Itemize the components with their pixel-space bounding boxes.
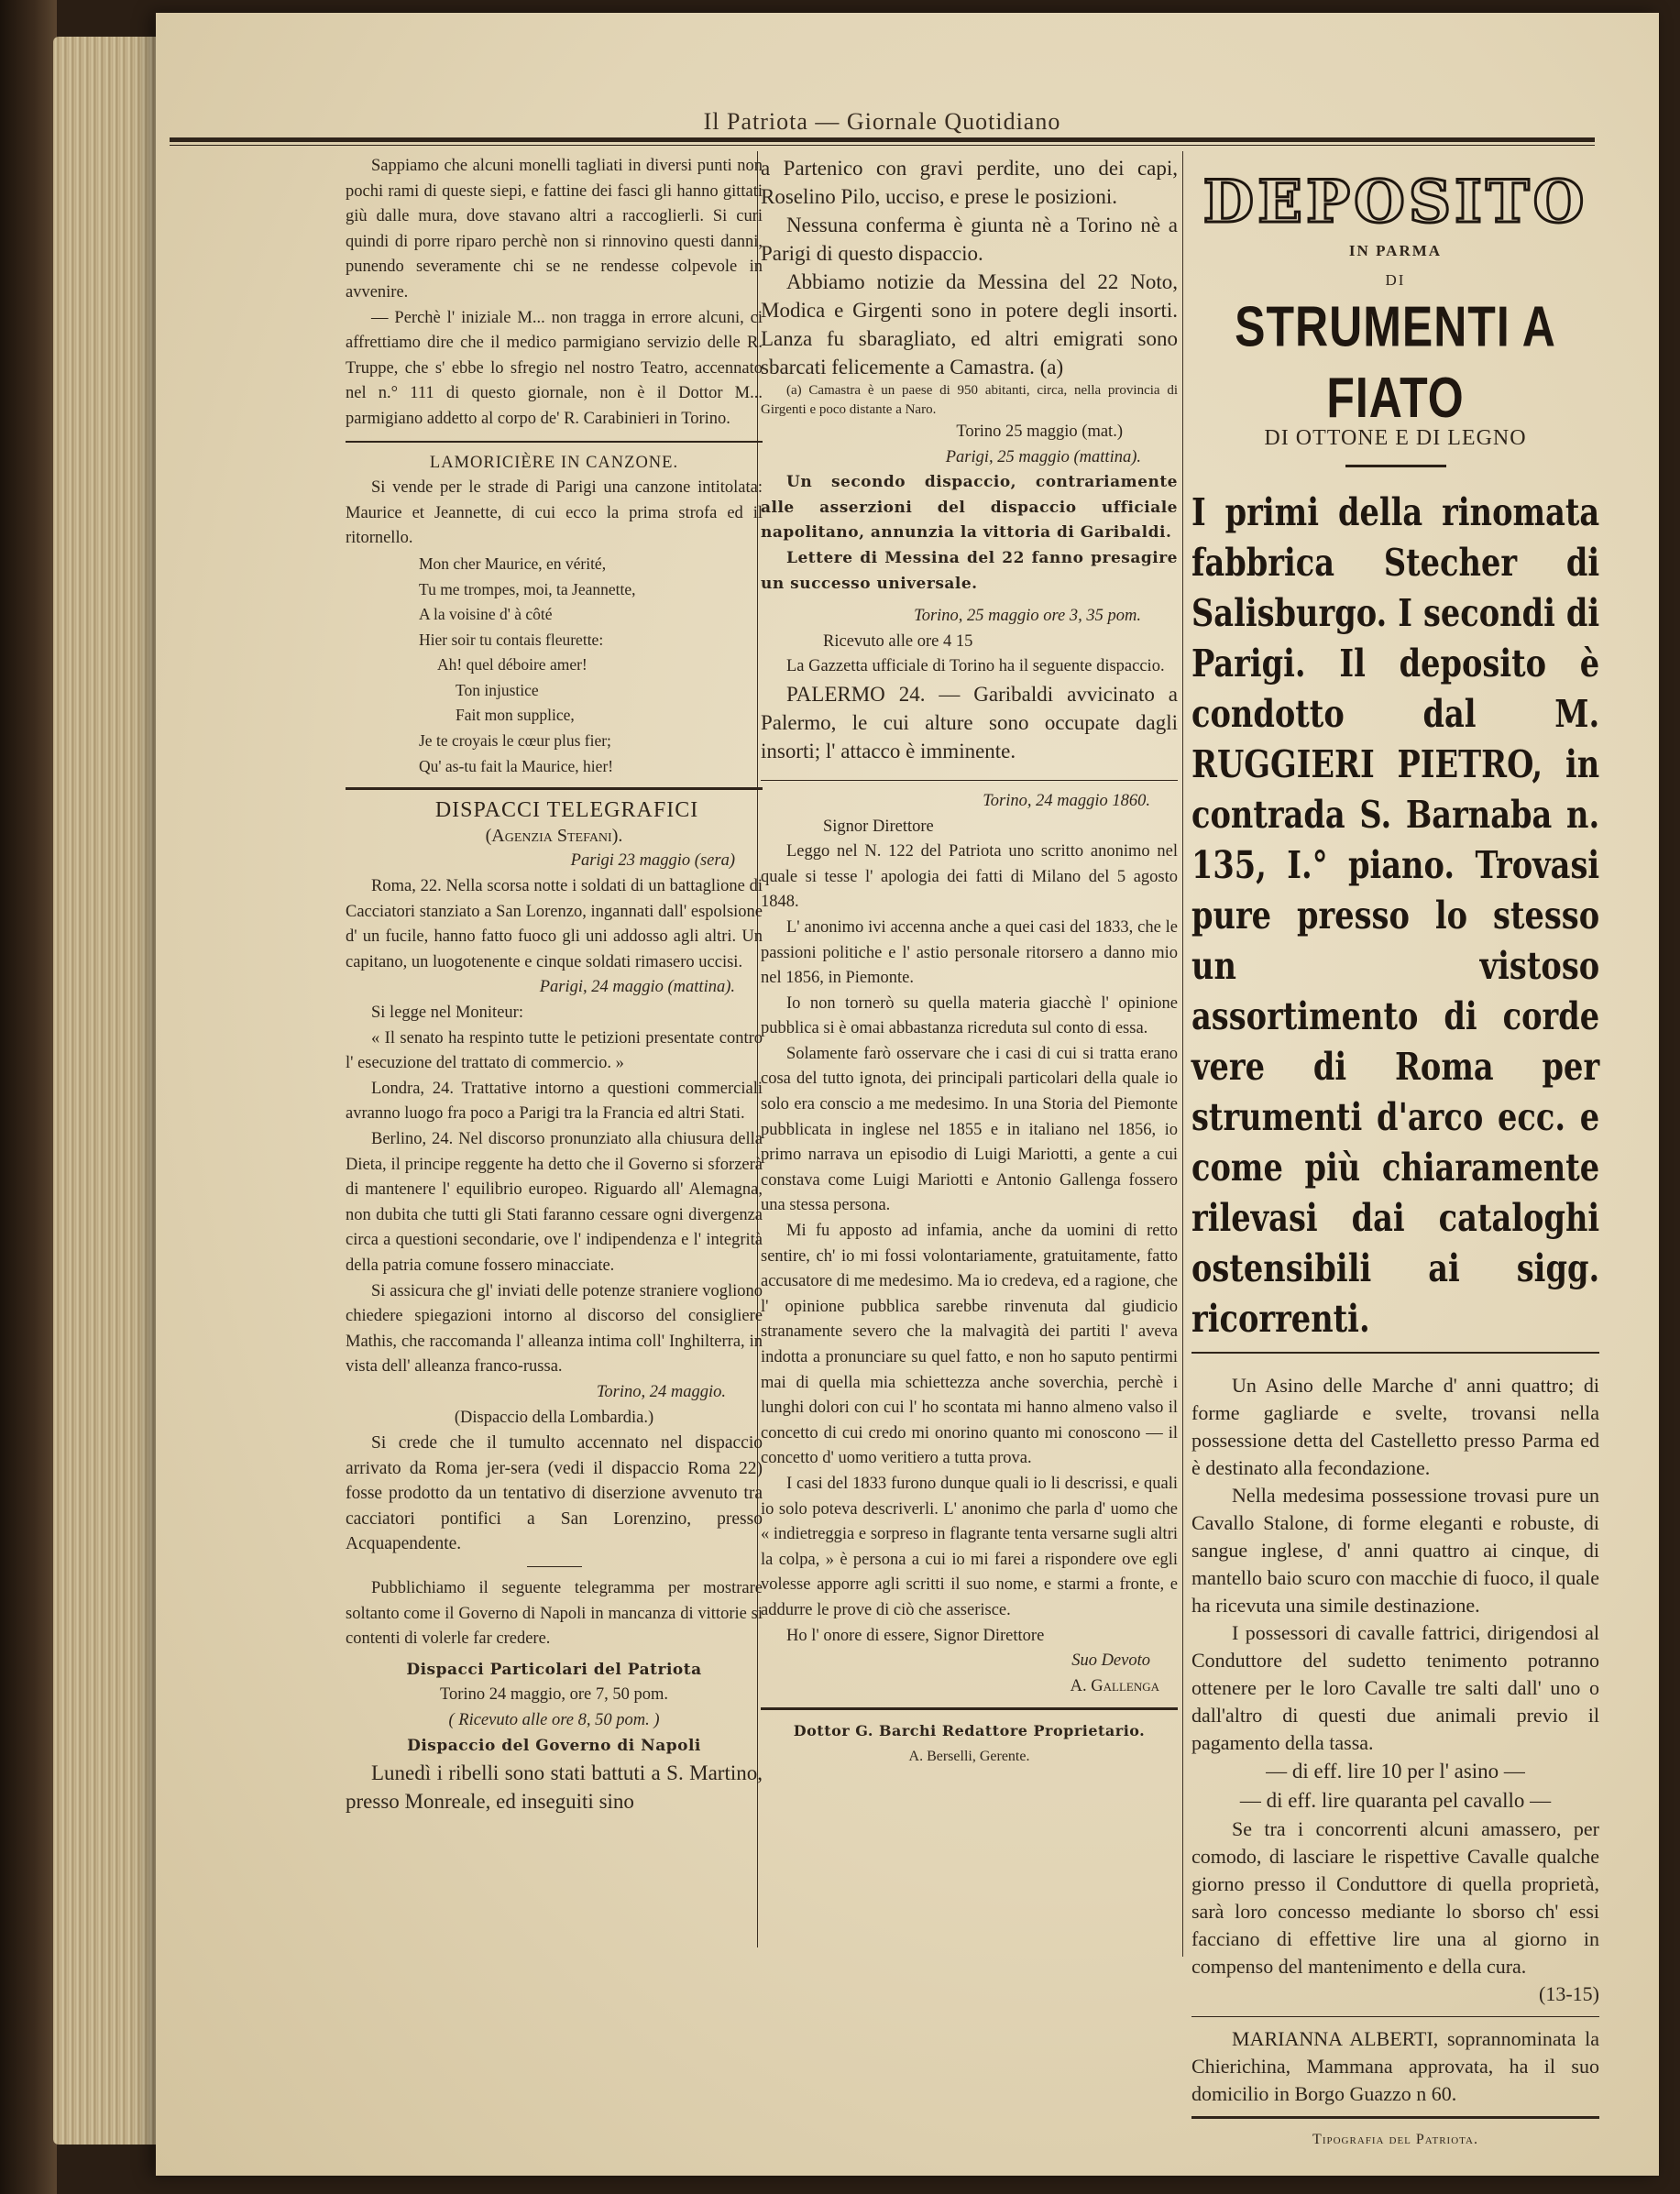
ad-di: DI bbox=[1385, 270, 1406, 289]
paragraph: I casi del 1833 furono dunque quali io li descrissi, e quali io solo poteva descriverli. L' anonimo che parla d' uomo che « indietreggia e sorpreso in flagrante tenta versarne sugli altri la colpa, » è persona a cui io mi farei a rispondere ove egli volesse apporre agli scritti il suo nome, e starmi a fronte, e addurre le prove di ciò che asserisce. bbox=[761, 1474, 1178, 1619]
dateline: Torino, 25 maggio ore 3, 35 pom. bbox=[914, 607, 1141, 626]
poem-line: Mon cher Maurice, en vérité, bbox=[419, 554, 607, 573]
paragraph: L' anonimo ivi accenna anche a quei casi del 1833, che le passioni politiche e l' astio personale ritorsero a danno mio nel 1856, in Piemonte. bbox=[761, 917, 1178, 988]
livestock-ad bbox=[1191, 1372, 1599, 2008]
ad-headline: DEPOSITO bbox=[1202, 168, 1588, 236]
paragraph: La Gazzetta ufficiale di Torino ha il seguente dispaccio. bbox=[786, 657, 1165, 676]
paragraph: Mi fu apposto ad infamia, anche da uomini di retto sentire, ch' io mi fossi volontariamente, gratuitamente, fatto accusatore di me medesimo. Ma io credeva, ed a ragione, che l' opinione pubblica sarebbe rinvenuta dal giudicio stranamente severo che la malvagità dei partiti l' aveva indotta a pronunciare su quel fatto, e non ho saputo pentirmi mai di quella mia schiettezza anche soverchia, perchè i lunghi dolori con cui l' ho scontata mi hanno almeno valso il concetto di cui credo mi onorino quanto mi conoscono — il concetto d' uomo veritiero a tutta prova. bbox=[761, 1222, 1178, 1468]
imprint-editor: Dottor G. Barchi Redattore Proprietario. bbox=[793, 1722, 1146, 1740]
subheading: Dispacci Particolari del Patriota bbox=[406, 1660, 702, 1679]
paragraph: Leggo nel N. 122 del Patriota uno scritto anonimo nel quale si tesse l' apologia dei fatti di Milano del 5 agosto 1848. bbox=[761, 842, 1178, 912]
column-3-advertisements bbox=[1191, 154, 1599, 2152]
header-rule bbox=[170, 137, 1595, 146]
separator bbox=[527, 1566, 582, 1567]
price-line: — di eff. lire 10 per l' asino — bbox=[1266, 1759, 1525, 1783]
received-note: Ricevuto alle ore 4 15 bbox=[823, 631, 973, 651]
section-rule bbox=[346, 787, 763, 790]
dateline: Parigi, 25 maggio (mattina). bbox=[945, 447, 1141, 466]
paragraph: Se tra i concorrenti alcuni amassero, per comodo, di lasciare le rispettive Cavalle qualche giorno presso il Conduttore di quella proprietà, sarà loro concesso mediante lo sborso ch' essi facciano di effettive lire una al giorno in compenso del mantenimento e della cura. bbox=[1191, 1816, 1599, 1978]
paragraph: Si crede che il tumulto accennato nel dispaccio arrivato da Roma jer-sera (vedi il dispaccio Roma 22) fosse prodotto da un tentativo di diserzione avvenuto tra cacciatori pontifici a San Lorenzino, presso Acquapendente. bbox=[346, 1433, 763, 1554]
paragraph: Sappiamo che alcuni monelli tagliati in diversi punti non pochi rami di queste siepi, e fattine dei fasci gli hanno gittati giù dalle mura, dove stavano altri a raccoglierli. Si curi quindi di porre riparo perchè non si rinnovino questi danni, punendo severamente chi se ne rendesse colpevole in avvenire. bbox=[346, 157, 763, 302]
paragraph: « Il senato ha respinto tutte le petizioni presentate contro l' esecuzione del trattato di commercio. » bbox=[346, 1028, 763, 1073]
section-title: DISPACCI TELEGRAFICI bbox=[434, 798, 699, 823]
agency-credit: (Agenzia Stefani). bbox=[485, 825, 623, 846]
paragraph: I possessori di cavalle fattrici, dirigendosi al Conduttore del sudetto tenimento potranno ottenere per le loro Cavalle tre salti dall' uno o dall'altro di questi due animali previo il pagamento della tassa. bbox=[1191, 1620, 1599, 1754]
price-line: — di eff. lire quaranta pel cavallo — bbox=[1239, 1788, 1552, 1812]
column-1 bbox=[346, 154, 763, 1816]
paragraph: MARIANNA ALBERTI, soprannominata la Chierichina, Mammana approvata, ha il suo domicilio in Borgo Guazzo n 60. bbox=[1191, 2026, 1599, 2105]
paragraph: Pubblichiamo il seguente telegramma per mostrare soltanto come il Governo di Napoli in mancanza di vittorie si contenti di volerle far credere. bbox=[346, 1579, 763, 1649]
paragraph: Si assicura che gl' inviati delle potenze straniere vogliono chiedere spiegazioni intorno al discorso del consigliere Mathis, che raccomanda l' alleanza intima coll' Inghilterra, in vista dell' alleanza franco-russa. bbox=[346, 1281, 763, 1377]
ad-title: STRUMENTI A FIATO bbox=[1235, 294, 1556, 430]
poem-line: Ah! quel déboire amer! bbox=[437, 655, 587, 675]
paragraph: Ho l' onore di essere, Signor Direttore bbox=[786, 1626, 1045, 1645]
paragraph: Si legge nel Moniteur: bbox=[371, 1004, 523, 1022]
paragraph: Berlino, 24. Nel discorso pronunziato alla chiusura della Dieta, il principe reggente ha detto che il Governo si sforzerà di mantenere l' equilibrio europeo. Riguardo all' Alemagna, non dubita che tutti gli Stati faranno cessare ogni divergenza circa a questioni secondarie, ove l' indipendenza e l' integrità della patria comune fossero minacciate. bbox=[346, 1129, 763, 1275]
bold-dispatch: Un secondo dispaccio, contrariamente alle asserzioni del dispaccio ufficiale napolitano, annunzia la vittoria di Garibaldi. bbox=[761, 473, 1178, 543]
poem-line: Hier soir tu contais fleurette: bbox=[419, 630, 604, 649]
paragraph: Nella medesima possessione trovasi pure un Cavallo Stalone, di forme eleganti e robuste, di sangue inglese, d' anni quattro ai cinque, di mantello baio scuro con macchie di fuoco, il quale ha ricevuta una simile destinazione. bbox=[1191, 1483, 1599, 1617]
column-2 bbox=[761, 154, 1178, 1770]
poem-line: Tu me trompes, moi, ta Jeannette, bbox=[419, 579, 636, 598]
dateline: Torino 24 maggio, ore 7, 50 pom. bbox=[440, 1685, 668, 1705]
section-rule bbox=[346, 441, 763, 443]
paragraph: Solamente farò osservare che i casi di cui si tratta erano cosa del tutto ignota, dei principali particolari della quale io solo era conscio a me medesimo. In una Storia del Piemonte pubblicata in inglese nel 1855 e in italiano nel 1856, io primo narrava un episodio di Luigi Mariotti, a gente a cui constava come Luigi Mariotti e Antonio Gallenga fossero una stessa persona. bbox=[761, 1044, 1178, 1215]
paragraph: Abbiamo notizie da Messina del 22 Noto, Modica e Girgenti sono in potere degli insorti. Lanza fu sbaragliato, ed altri emigrati sono sbarcati felicemente a Camastra. (a) bbox=[761, 270, 1178, 378]
signature: A. Gallenga bbox=[1070, 1676, 1159, 1695]
paragraph: Roma, 22. Nella scorsa notte i soldati di un battaglione di Cacciatori stanziato a San Lorenzo, ingannati dall' espolsione d' un fucile, hanno fatto fuoco gli uni addosso agli altri. Un capitano, un luogotenente e cinque soldati rimasero uccisi. bbox=[346, 877, 763, 971]
paragraph: Io non tornerò su quella materia giacchè l' opinione pubblica si è omai abbastanza ricreduta sul conto di essa. bbox=[761, 993, 1178, 1038]
dateline: Torino 25 maggio (mat.) bbox=[956, 422, 1123, 441]
book-binding bbox=[0, 0, 57, 2194]
received-note: ( Ricevuto alle ore 8, 50 pom. ) bbox=[448, 1711, 660, 1730]
imprint-manager: A. Berselli, Gerente. bbox=[908, 1748, 1030, 1764]
subheading: (Dispaccio della Lombardia.) bbox=[454, 1408, 654, 1427]
paragraph: PALERMO 24. — Garibaldi avvicinato a Palermo, le cui alture sono occupate dagli insorti; l' attacco è imminente. bbox=[761, 682, 1178, 762]
dateline: Parigi, 24 maggio (mattina). bbox=[539, 978, 735, 997]
ad-number: (13-15) bbox=[1539, 1981, 1599, 2005]
subheading: Dispaccio del Governo di Napoli bbox=[407, 1736, 701, 1755]
paragraph: Lunedì i ribelli sono stati battuti a S. Martino, presso Monreale, ed inseguiti sino bbox=[346, 1761, 763, 1814]
section-rule bbox=[761, 1707, 1178, 1710]
running-title: Il Patriota — Giornale Quotidiano bbox=[703, 108, 1061, 135]
bold-dispatch: Lettere di Messina del 22 fanno presagire un successo universale. bbox=[761, 548, 1178, 593]
poem-line: Ton injustice bbox=[456, 680, 539, 699]
ad-body: I primi della rinomata fabbrica Stecher di Salisburgo. I secondi di Parigi. Il deposito è condotto dal M. RUGGIERI PIETRO, in contrada S. Barnaba n. 135, I.° piano. Trovasi pure presso lo stesso un vistoso assortimento di corde vere di Roma per strumenti d'arco ecc. e come più chiaramente rilevasi dai cataloghi ostensibili ai sigg. ricorrenti. bbox=[1191, 489, 1600, 1341]
paragraph: a Partenico con gravi perdite, uno dei capi, Roselino Pilo, ucciso, e prese le posizioni. bbox=[761, 157, 1178, 208]
section-title: LAMORICIÈRE IN CANZONE. bbox=[429, 453, 679, 472]
dateline: Torino, 24 maggio. bbox=[596, 1382, 726, 1401]
paragraph: Si vende per le strade di Parigi una canzone intitolata: Maurice et Jeannette, di cui ecco la prima strofa ed il ritornello. bbox=[346, 478, 763, 548]
poem-line: A la voisine d' à côté bbox=[419, 605, 553, 624]
page-stack-edge bbox=[53, 37, 163, 2145]
section-rule bbox=[761, 780, 1178, 781]
column-rule-2 bbox=[1182, 151, 1183, 1957]
section-rule bbox=[1191, 2016, 1599, 2017]
paragraph: Nessuna conferma è giunta nè a Torino nè a Parigi di questo dispaccio. bbox=[761, 214, 1178, 265]
dateline: Torino, 24 maggio 1860. bbox=[983, 791, 1150, 810]
ornament-rule bbox=[1345, 465, 1446, 467]
poem-line: Je te croyais le cœur plus fier; bbox=[419, 731, 611, 751]
footnote: (a) Camastra è un paese di 950 abitanti, circa, nella provincia di Girgenti e poco distante a Naro. bbox=[761, 383, 1178, 417]
paragraph: — Perchè l' iniziale M... non tragga in errore alcuni, ci affrettiamo dire che il medico parmigiano servizio delle R. Truppe, che s' ebbe lo sfregio nel nostro Teatro, accennato nel n.° 111 di questo giornale, non è il Dottor M... parmigiano addetto al corpo de' R. Carabinieri in Torino. bbox=[346, 308, 763, 428]
section-rule bbox=[1191, 2116, 1599, 2119]
ad-tagline: DI OTTONE E DI LEGNO bbox=[1264, 426, 1527, 451]
paragraph: Un Asino delle Marche d' anni quattro; di forme gagliarde e svelte, trovansi nella possessione detta del Castelletto presso Parma ed è destinato alla fecondazione. bbox=[1191, 1373, 1599, 1479]
midwife-ad bbox=[1191, 2025, 1599, 2108]
poem-line: Fait mon supplice, bbox=[456, 706, 575, 725]
dateline: Parigi 23 maggio (sera) bbox=[570, 851, 735, 871]
closing: Suo Devoto bbox=[1071, 1651, 1150, 1671]
printer-imprint: Tipografia del Patriota. bbox=[1312, 2131, 1478, 2147]
paragraph: Londra, 24. Trattative intorno a questioni commerciali avranno luogo fra poco a Parigi tra la Francia ed altri Stati. bbox=[346, 1079, 763, 1124]
poem bbox=[346, 552, 763, 779]
section-rule bbox=[1191, 1352, 1599, 1354]
salutation: Signor Direttore bbox=[823, 817, 934, 836]
ad-location: IN PARMA bbox=[1348, 242, 1443, 259]
poem-line: Qu' as-tu fait la Maurice, hier! bbox=[419, 756, 614, 775]
